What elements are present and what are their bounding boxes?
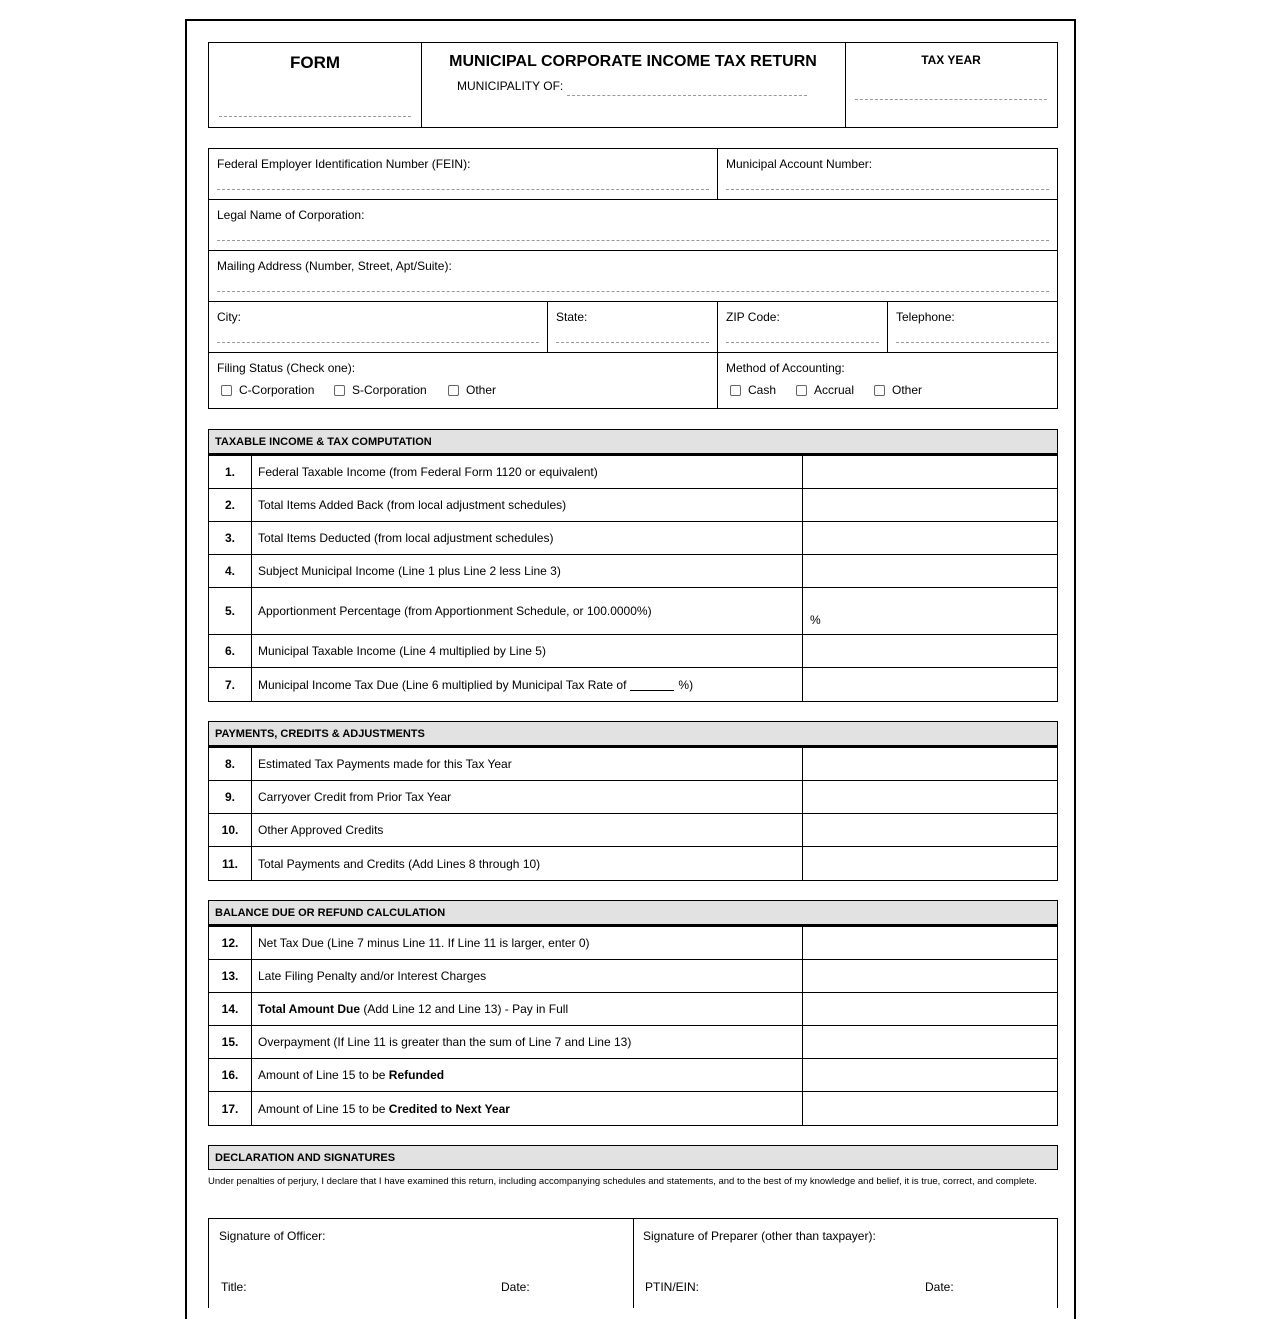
accounting-option-accrual[interactable]: Accrual	[796, 383, 854, 397]
amount-field[interactable]	[803, 489, 1057, 521]
balance-table	[208, 925, 1058, 1126]
date-label: Date:	[501, 1280, 530, 1294]
account-cell	[718, 149, 1057, 200]
fein-field[interactable]	[217, 189, 709, 190]
telephone-cell	[888, 302, 1057, 353]
line-row	[209, 847, 1057, 880]
amount-field[interactable]	[803, 814, 1057, 846]
line-description: Carryover Credit from Prior Tax Year	[251, 781, 803, 813]
line-number: 16.	[209, 1059, 252, 1091]
line-number: 1.	[209, 456, 252, 488]
checkbox[interactable]	[874, 385, 885, 396]
telephone-field[interactable]	[896, 342, 1049, 343]
fein-label: Federal Employer Identification Number (FEIN):	[217, 157, 471, 171]
amount-field[interactable]	[803, 522, 1057, 554]
checkbox[interactable]	[796, 385, 807, 396]
filing-option-other[interactable]: Other	[448, 383, 496, 397]
signature-block	[208, 1218, 1058, 1308]
filing-option-c-corp[interactable]: C-Corporation	[221, 383, 314, 397]
line-row	[209, 814, 1057, 847]
line-description: Subject Municipal Income (Line 1 plus Line 2 less Line 3)	[251, 555, 803, 587]
preparer-signature-label: Signature of Preparer (other than taxpayer):	[643, 1229, 876, 1243]
officer-signature[interactable]	[209, 1219, 634, 1308]
line-description: Late Filing Penalty and/or Interest Charges	[251, 960, 803, 992]
municipality-field[interactable]	[567, 95, 807, 96]
declaration-text: Under penalties of perjury, I declare that I have examined this return, including accompanying schedules and statements, and to the best of my knowledge and belief, it is true, correct, and complete.	[208, 1176, 1037, 1187]
title-box	[421, 43, 846, 127]
state-field[interactable]	[556, 342, 709, 343]
line-row	[209, 668, 1057, 701]
line-row	[209, 993, 1057, 1026]
line-row	[209, 960, 1057, 993]
line-row	[209, 1026, 1057, 1059]
line-number: 9.	[209, 781, 252, 813]
section-title: BALANCE DUE OR REFUND CALCULATION	[208, 900, 1058, 925]
taxpayer-info	[208, 148, 1058, 409]
line-description: Amount of Line 15 to be Refunded	[251, 1059, 803, 1091]
zip-field[interactable]	[726, 342, 879, 343]
officer-signature-label: Signature of Officer:	[219, 1229, 326, 1243]
preparer-date-label: Date:	[925, 1280, 954, 1294]
line-number: 8.	[209, 748, 252, 780]
form-label: FORM	[289, 53, 341, 72]
tax-computation-table	[208, 454, 1058, 702]
amount-field[interactable]	[803, 1092, 1057, 1125]
checkbox[interactable]	[221, 385, 232, 396]
amount-field[interactable]	[803, 847, 1057, 880]
form-page	[185, 19, 1076, 1319]
tax-computation-section	[208, 429, 1058, 702]
line-description: Total Payments and Credits (Add Lines 8 through 10)	[251, 847, 803, 880]
line-row	[209, 781, 1057, 814]
address-field[interactable]	[217, 291, 1049, 292]
checkbox[interactable]	[334, 385, 345, 396]
amount-field[interactable]	[803, 555, 1057, 587]
filing-status-cell	[209, 353, 718, 408]
title-label: Title:	[221, 1280, 247, 1294]
amount-field[interactable]	[803, 781, 1057, 813]
tax-year-label: TAX YEAR	[921, 53, 981, 67]
accounting-option-other[interactable]: Other	[874, 383, 922, 397]
line-number: 4.	[209, 555, 252, 587]
accounting-label: Method of Accounting:	[726, 361, 845, 375]
section-title: PAYMENTS, CREDITS & ADJUSTMENTS	[208, 721, 1058, 746]
line-row	[209, 1059, 1057, 1092]
line-description: Apportionment Percentage (from Apportionment Schedule, or 100.0000%)	[251, 588, 803, 634]
line-number: 7.	[209, 668, 252, 701]
city-field[interactable]	[217, 342, 539, 343]
account-number-field[interactable]	[726, 189, 1049, 190]
line-description: Municipal Taxable Income (Line 4 multiplied by Line 5)	[251, 635, 803, 667]
line-row	[209, 1092, 1057, 1125]
line-row	[209, 489, 1057, 522]
address-label: Mailing Address (Number, Street, Apt/Suite):	[217, 259, 452, 273]
line-number: 12.	[209, 927, 252, 959]
legal-name-cell	[209, 200, 1057, 251]
line-number: 15.	[209, 1026, 252, 1058]
account-label: Municipal Account Number:	[726, 157, 873, 171]
address-cell	[209, 251, 1057, 302]
line-description: Net Tax Due (Line 7 minus Line 11. If Line 11 is larger, enter 0)	[251, 927, 803, 959]
line-number: 6.	[209, 635, 252, 667]
tax-year-box	[845, 43, 1057, 127]
form-number-box	[209, 43, 422, 127]
line-row	[209, 748, 1057, 781]
section-title: TAXABLE INCOME & TAX COMPUTATION	[208, 429, 1058, 454]
checkbox[interactable]	[730, 385, 741, 396]
line-number: 10.	[209, 814, 252, 846]
form-header	[208, 42, 1058, 128]
payments-section	[208, 721, 1058, 881]
payments-table	[208, 746, 1058, 881]
line-description: Total Items Added Back (from local adjustment schedules)	[251, 489, 803, 521]
amount-field[interactable]	[803, 635, 1057, 667]
amount-field[interactable]	[803, 1059, 1057, 1091]
line-number: 11.	[209, 847, 252, 880]
line-description: Amount of Line 15 to be Credited to Next Year	[251, 1092, 803, 1125]
state-label: State:	[556, 310, 588, 324]
percent-unit: %	[810, 613, 821, 627]
declaration-section	[208, 1145, 1058, 1170]
percentage-field[interactable]	[803, 588, 1057, 634]
telephone-label: Telephone:	[896, 310, 955, 324]
balance-section	[208, 900, 1058, 1126]
legal-name-label: Legal Name of Corporation:	[217, 208, 365, 222]
amount-field[interactable]	[803, 748, 1057, 780]
state-cell	[548, 302, 718, 353]
preparer-signature[interactable]	[633, 1219, 1057, 1308]
line-description: Total Amount Due (Add Line 12 and Line 13) - Pay in Full	[251, 993, 803, 1025]
tax-rate-field[interactable]	[630, 678, 674, 691]
line-number: 13.	[209, 960, 252, 992]
filing-status-label: Filing Status (Check one):	[217, 361, 356, 375]
line-description: Overpayment (If Line 11 is greater than the sum of Line 7 and Line 13)	[251, 1026, 803, 1058]
line-row	[209, 588, 1057, 635]
filing-option-s-corp[interactable]: S-Corporation	[334, 383, 427, 397]
amount-field[interactable]	[803, 927, 1057, 959]
line-number: 14.	[209, 993, 252, 1025]
zip-cell	[718, 302, 888, 353]
line-description: Other Approved Credits	[251, 814, 803, 846]
section-title: DECLARATION AND SIGNATURES	[208, 1145, 1058, 1170]
amount-field[interactable]	[803, 1026, 1057, 1058]
line-row	[209, 555, 1057, 588]
line-number: 5.	[209, 588, 252, 634]
page-title: MUNICIPAL CORPORATE INCOME TAX RETURN	[449, 53, 817, 70]
line-description: Municipal Income Tax Due (Line 6 multiplied by Municipal Tax Rate of %)	[251, 668, 803, 701]
amount-field[interactable]	[803, 668, 1057, 701]
line-number: 17.	[209, 1092, 252, 1125]
accounting-option-cash[interactable]: Cash	[730, 383, 776, 397]
amount-field[interactable]	[803, 960, 1057, 992]
fein-cell	[209, 149, 718, 200]
line-row	[209, 522, 1057, 555]
line-description: Estimated Tax Payments made for this Tax Year	[251, 748, 803, 780]
line-number: 3.	[209, 522, 252, 554]
amount-field[interactable]	[803, 993, 1057, 1025]
accounting-cell	[718, 353, 1057, 408]
line-description: Federal Taxable Income (from Federal Form 1120 or equivalent)	[251, 456, 803, 488]
legal-name-field[interactable]	[217, 240, 1049, 241]
form-number-field[interactable]	[219, 116, 411, 117]
line-description: Total Items Deducted (from local adjustment schedules)	[251, 522, 803, 554]
form-body	[208, 42, 1058, 1294]
line-row	[209, 927, 1057, 960]
line-row	[209, 635, 1057, 668]
ptin-label: PTIN/EIN:	[645, 1280, 700, 1294]
amount-field[interactable]	[803, 456, 1057, 488]
zip-label: ZIP Code:	[726, 310, 780, 324]
city-cell	[209, 302, 548, 353]
tax-year-field[interactable]	[855, 99, 1047, 100]
city-label: City:	[217, 310, 241, 324]
checkbox[interactable]	[448, 385, 459, 396]
line-number: 2.	[209, 489, 252, 521]
municipality-label: MUNICIPALITY OF:	[457, 79, 564, 93]
line-row	[209, 456, 1057, 489]
